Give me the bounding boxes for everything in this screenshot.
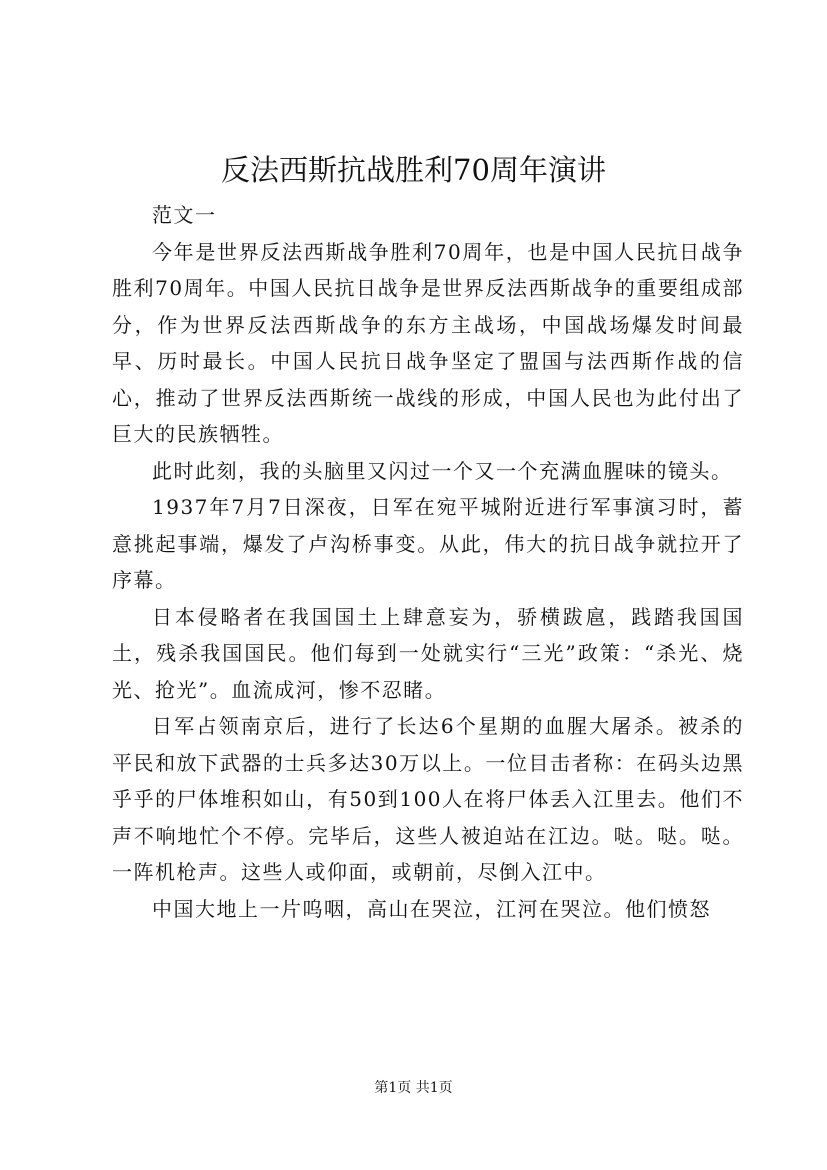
document-body xyxy=(112,197,744,927)
paragraph: 1937年7月7日深夜，日军在宛平城附近进行军事演习时，蓄意挑起事端，爆发了卢沟桥事变。从此，伟大的抗日战争就拉开了序幕。 xyxy=(112,495,744,592)
paragraph: 中国大地上一片呜咽，高山在哭泣，江河在哭泣。他们愤怒 xyxy=(152,896,711,921)
paragraph: 今年是世界反法西斯战争胜利70周年，也是中国人民抗日战争胜利70周年。中国人民抗日战争是世界反法西斯战争的重要组成部分，作为世界反法西斯战争的东方主战场，中国战场爆发时间最早、历时最长。中国人民抗日战争坚定了盟国与法西斯作战的信心，推动了世界反法西斯统一战线的形成，中国人民也为此付出了巨大的民族牺牲。 xyxy=(112,239,744,446)
paragraph: 日本侵略者在我国国土上肆意妄为，骄横跋扈，践踏我国国土，残杀我国国民。他们每到一处就实行“三光”政策：“杀光、烧光、抢光”。血流成河，惨不忍睹。 xyxy=(112,604,744,702)
paragraph-subheading: 范文一 xyxy=(152,203,217,227)
paragraph: 日军占领南京后，进行了长达6个星期的血腥大屠杀。被杀的平民和放下武器的士兵多达30万以上。一位目击者称：在码头边黑乎乎的尸体堆积如山，有50到100人在将尸体丢入江里去。他们不声不响地忙个不停。完毕后，这些人被迫站在江边。哒。哒。哒。一阵机枪声。这些人或仰面，或朝前，尽倒入江中。 xyxy=(112,714,744,884)
paragraph: 此时此刻，我的头脑里又闪过一个又一个充满血腥味的镜头。 xyxy=(152,458,733,483)
document-title: 反法西斯抗战胜利70周年演讲 xyxy=(221,153,606,187)
page-footer: 第1页 共1页 xyxy=(374,1080,453,1096)
